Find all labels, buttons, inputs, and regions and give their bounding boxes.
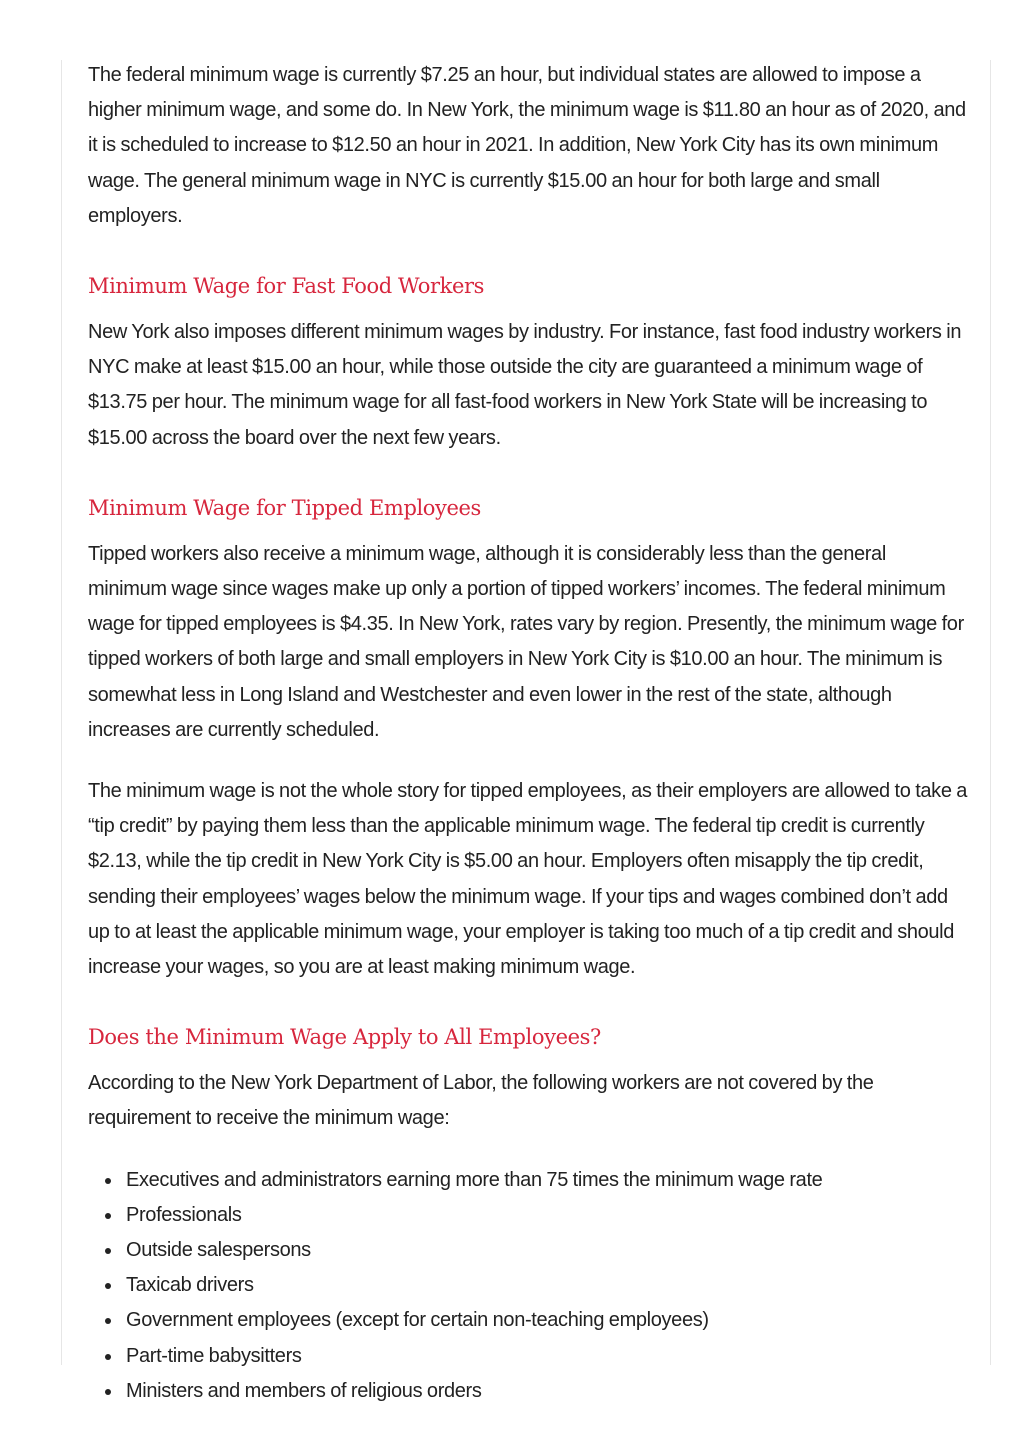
list-item [126, 1268, 968, 1303]
bullet-icon [105, 1283, 111, 1289]
bullet-icon [105, 1248, 111, 1254]
intro-paragraph: The federal minimum wage is currently $7.25 an hour, but individual states are allowed to impose a higher minimum wage, and some do. In New York, the minimum wage is $11.80 an hour as of 2020, and it is scheduled to increase to $12.50 an hour in 2021. In addition, New York City has its own minimum wage. The general minimum wage in NYC is currently $15.00 an hour for both large and small employers. [88, 64, 966, 227]
coverage-paragraph: According to the New York Department of Labor, the following workers are not covered by the requirement to receive the minimum wage: [88, 1072, 874, 1130]
list-item-text: Outside salespersons [126, 1239, 311, 1262]
list-item [126, 1233, 968, 1268]
heading-tipped-employees: Minimum Wage for Tipped Employees [88, 495, 481, 520]
list-item-text: Professionals [126, 1203, 242, 1226]
heading-coverage: Does the Minimum Wage Apply to All Employees? [88, 1025, 601, 1050]
list-item-text: Government employees (except for certain non-teaching employees) [126, 1309, 709, 1332]
list-item [126, 1303, 968, 1338]
list-item [126, 1163, 968, 1198]
list-item-text: Ministers and members of religious orders [126, 1379, 482, 1402]
list-item [126, 1198, 968, 1233]
exempt-workers-list [88, 1163, 968, 1409]
article-body [88, 58, 968, 1409]
tipped-paragraph-1: Tipped workers also receive a minimum wage, although it is considerably less than the general minimum wage since wages make up only a portion of tipped workers’ incomes. The federal minimum wage for tipped employees is $4.35. In New York, rates vary by region. Presently, the minimum wage for tipped workers of both large and small employers in New York City is $10.00 an hour. The minimum is somewhat less in Long Island and Westchester and even lower in the rest of the state, although increases are currently scheduled. [88, 542, 964, 741]
list-item-text: Taxicab drivers [126, 1274, 254, 1297]
list-item [126, 1374, 968, 1409]
fast-food-paragraph: New York also imposes different minimum wages by industry. For instance, fast food industry workers in NYC make at least $15.00 an hour, while those outside the city are guaranteed a minimum wage of $13.75 per hour. The minimum wage for all fast-food workers in New York State will be increasing to $15.00 across the board over the next few years. [88, 321, 962, 449]
bullet-icon [105, 1318, 111, 1324]
list-item-text: Part-time babysitters [126, 1344, 302, 1367]
bullet-icon [105, 1354, 111, 1360]
tipped-paragraph-2: The minimum wage is not the whole story for tipped employees, as their employers are allowed to take a “tip credit” by paying them less than the applicable minimum wage. The federal tip credit is currently $2.13, while the tip credit in New York City is $5.00 an hour. Employers often misapply the tip credit, sending their employees’ wages below the minimum wage. If your tips and wages combined don’t add up to at least the applicable minimum wage, your employer is taking too much of a tip credit and should increase your wages, so you are at least making minimum wage. [88, 780, 968, 979]
heading-fast-food: Minimum Wage for Fast Food Workers [88, 274, 485, 299]
bullet-icon [105, 1213, 111, 1219]
list-item-text: Executives and administrators earning more than 75 times the minimum wage rate [126, 1168, 823, 1191]
list-item [126, 1339, 968, 1374]
bullet-icon [105, 1178, 111, 1184]
bullet-icon [105, 1389, 111, 1395]
